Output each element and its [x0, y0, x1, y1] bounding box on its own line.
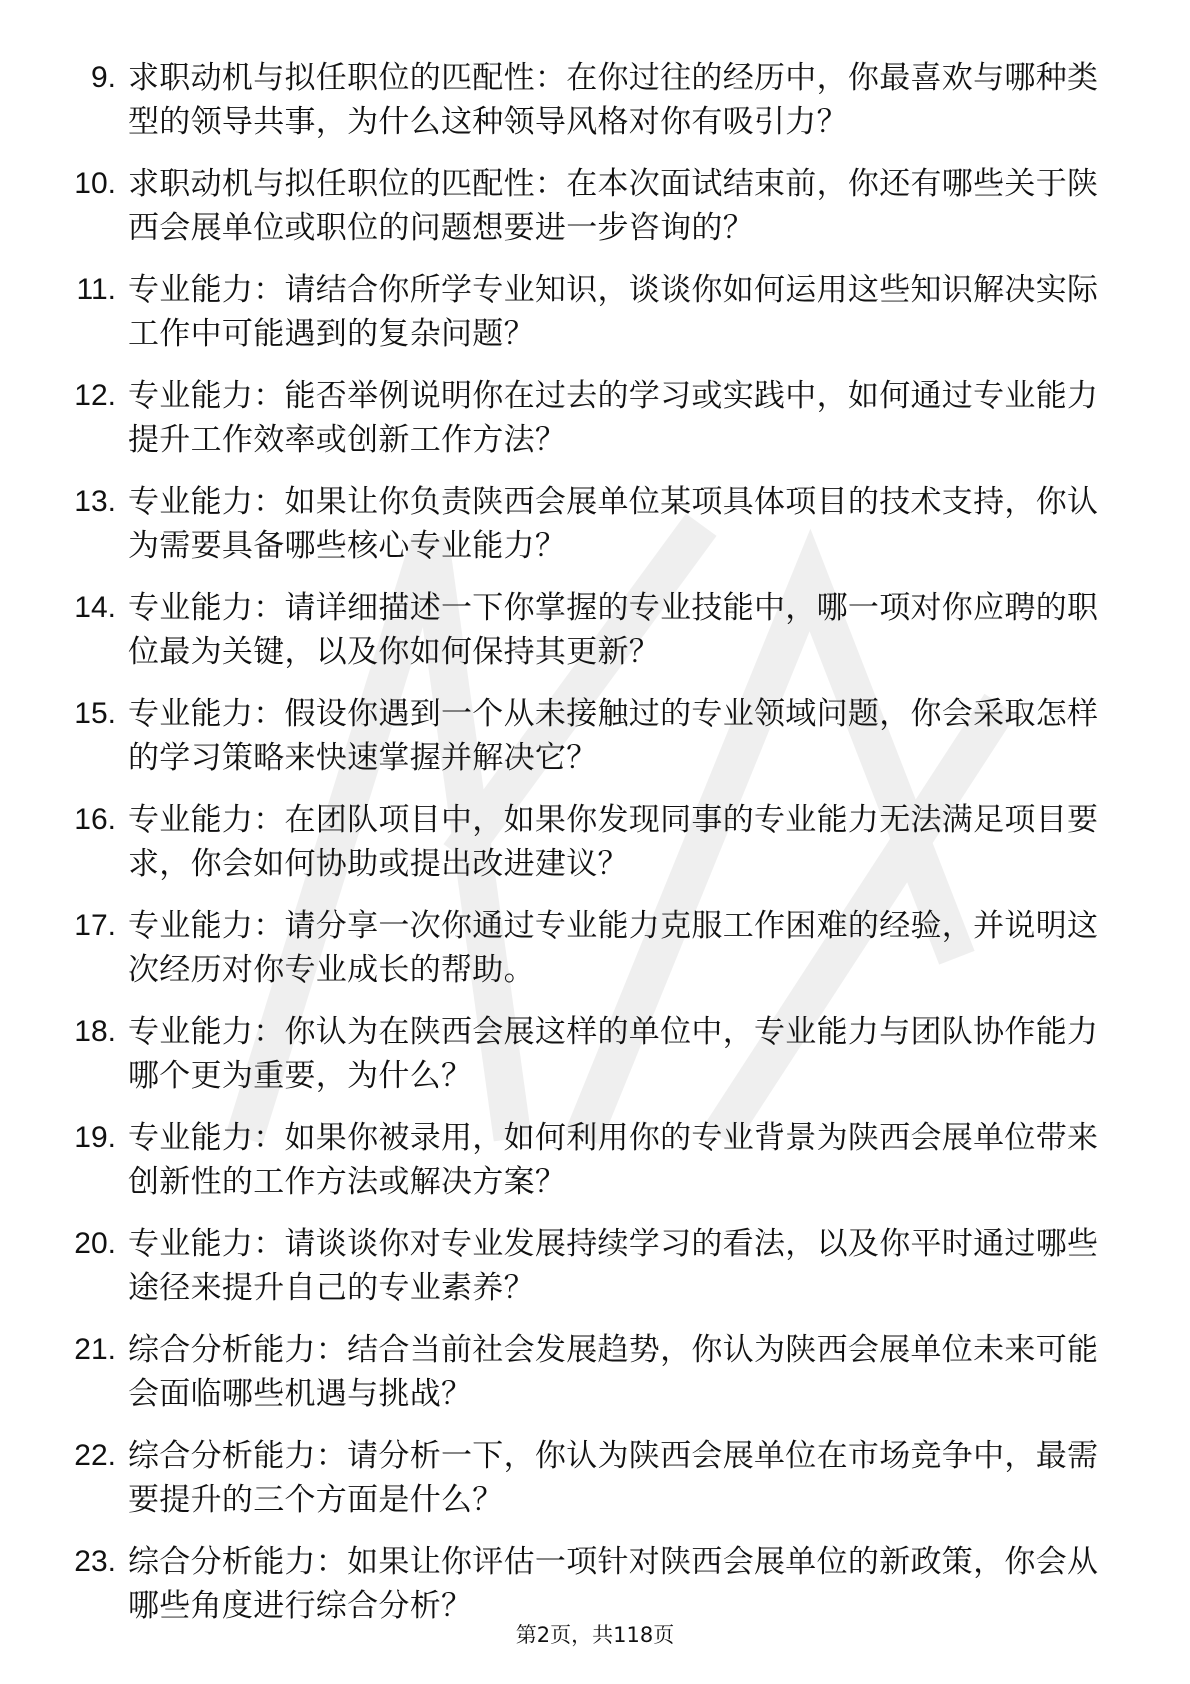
question-text: 综合分析能力：请分析一下，你认为陕西会展单位在市场竞争中，最需要提升的三个方面是什么？ — [128, 1438, 1099, 1518]
question-number: 14. — [74, 591, 116, 624]
question-item — [0, 1222, 1190, 1328]
question-text: 综合分析能力：如果让你评估一项针对陕西会展单位的新政策，你会从哪些角度进行综合分析？ — [128, 1544, 1099, 1624]
question-item — [0, 480, 1190, 586]
question-item — [0, 798, 1190, 904]
question-number: 23. — [74, 1545, 116, 1578]
question-text: 专业能力：如果你被录用，如何利用你的专业背景为陕西会展单位带来创新性的工作方法或解决方案？ — [128, 1120, 1099, 1200]
question-number: 21. — [74, 1333, 116, 1366]
question-item — [0, 1010, 1190, 1116]
question-item — [0, 1328, 1190, 1434]
question-item — [0, 1116, 1190, 1222]
question-item — [0, 374, 1190, 480]
question-number: 18. — [74, 1015, 116, 1048]
question-number: 20. — [74, 1227, 116, 1260]
question-number: 19. — [74, 1121, 116, 1154]
question-text: 专业能力：请分享一次你通过专业能力克服工作困难的经验，并说明这次经历对你专业成长的帮助。 — [128, 908, 1099, 988]
question-number: 16. — [74, 803, 116, 836]
question-text: 专业能力：假设你遇到一个从未接触过的专业领域问题，你会采取怎样的学习策略来快速掌握并解决它？ — [128, 696, 1099, 776]
question-number: 22. — [74, 1439, 116, 1472]
question-text: 专业能力：能否举例说明你在过去的学习或实践中，如何通过专业能力提升工作效率或创新工作方法？ — [128, 378, 1099, 458]
question-item — [0, 904, 1190, 1010]
question-number: 11. — [76, 273, 116, 306]
question-number: 9. — [90, 61, 116, 94]
question-item — [0, 586, 1190, 692]
question-text: 专业能力：请结合你所学专业知识，谈谈你如何运用这些知识解决实际工作中可能遇到的复杂问题？ — [128, 272, 1099, 352]
page-footer: 第2页，共118页 — [515, 1623, 675, 1647]
question-item — [0, 268, 1190, 374]
question-number: 13. — [74, 485, 116, 518]
question-text: 求职动机与拟任职位的匹配性：在你过往的经历中，你最喜欢与哪种类型的领导共事，为什么这种领导风格对你有吸引力？ — [128, 60, 1099, 140]
question-text: 专业能力：请谈谈你对专业发展持续学习的看法，以及你平时通过哪些途径来提升自己的专业素养？ — [128, 1226, 1099, 1306]
question-list — [0, 56, 1190, 1646]
question-number: 15. — [74, 697, 116, 730]
question-number: 12. — [74, 379, 116, 412]
question-item — [0, 56, 1190, 162]
question-item — [0, 162, 1190, 268]
question-text: 专业能力：在团队项目中，如果你发现同事的专业能力无法满足项目要求，你会如何协助或提出改进建议？ — [128, 802, 1099, 882]
question-item — [0, 1434, 1190, 1540]
question-text: 专业能力：如果让你负责陕西会展单位某项具体项目的技术支持，你认为需要具备哪些核心专业能力？ — [128, 484, 1099, 564]
question-item — [0, 692, 1190, 798]
question-number: 17. — [74, 909, 116, 942]
question-text: 综合分析能力：结合当前社会发展趋势，你认为陕西会展单位未来可能会面临哪些机遇与挑战？ — [128, 1332, 1099, 1412]
question-text: 专业能力：请详细描述一下你掌握的专业技能中，哪一项对你应聘的职位最为关键，以及你如何保持其更新？ — [128, 590, 1099, 670]
question-text: 专业能力：你认为在陕西会展这样的单位中，专业能力与团队协作能力哪个更为重要，为什么？ — [128, 1014, 1099, 1094]
question-text: 求职动机与拟任职位的匹配性：在本次面试结束前，你还有哪些关于陕西会展单位或职位的问题想要进一步咨询的？ — [128, 166, 1099, 246]
question-number: 10. — [74, 167, 116, 200]
